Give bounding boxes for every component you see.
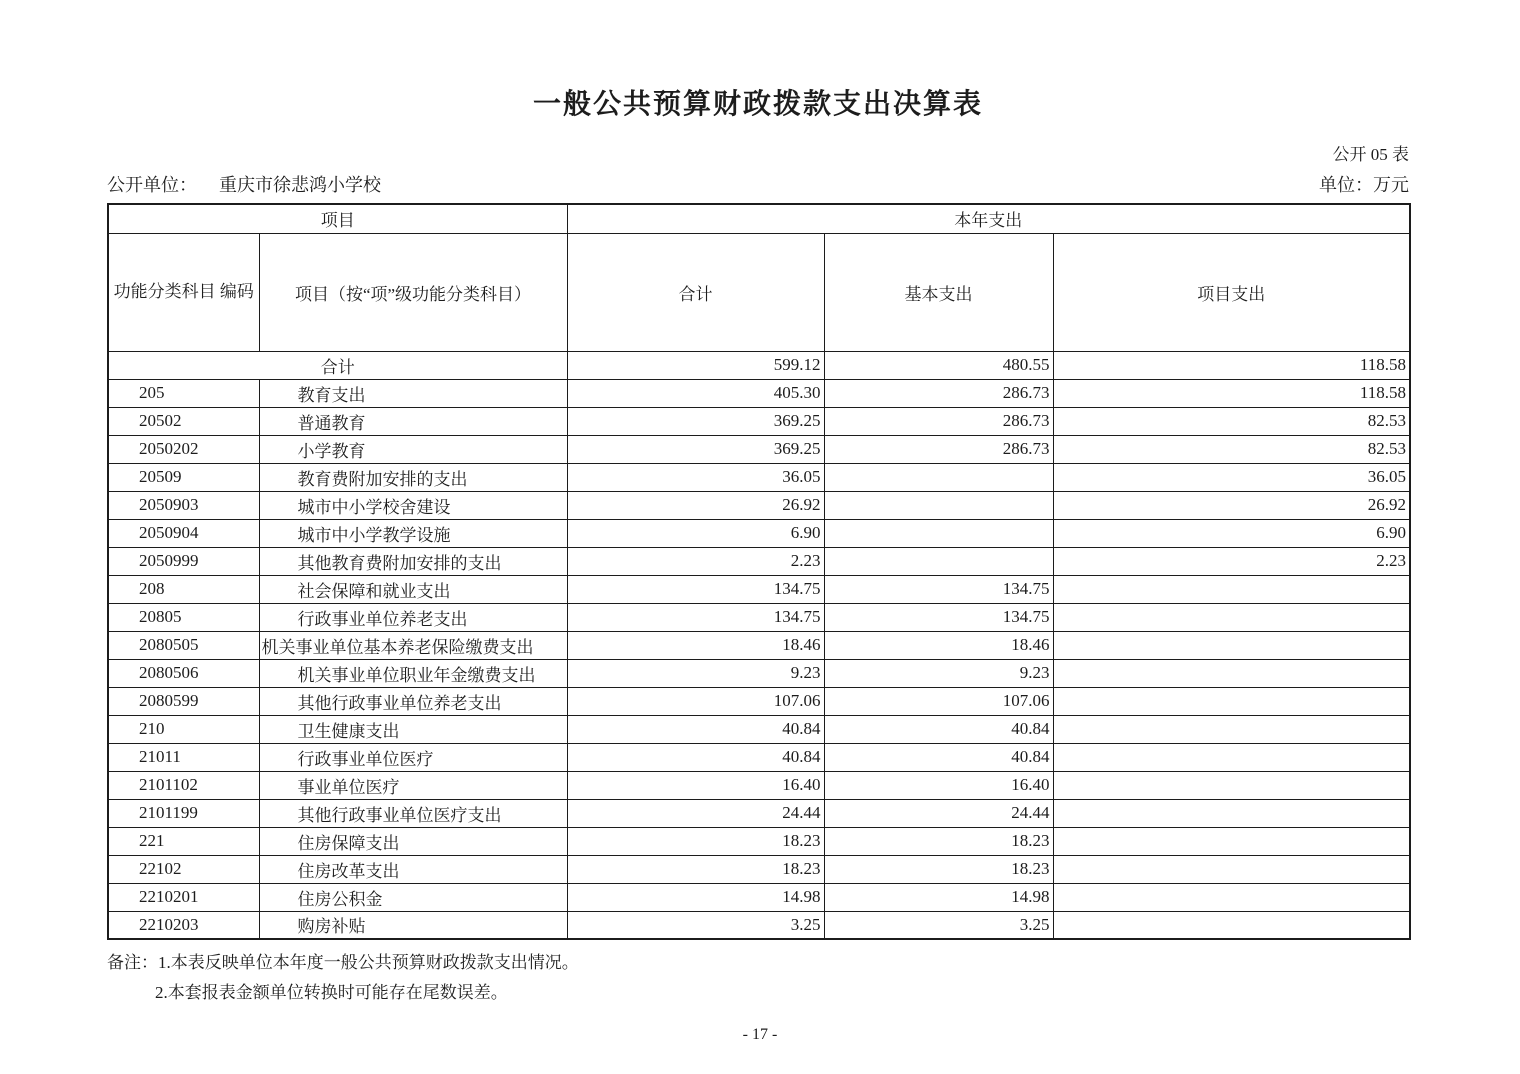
total-row-total: 599.12 xyxy=(567,351,824,379)
row-code: 22102 xyxy=(108,855,259,883)
row-item: 行政事业单位养老支出 xyxy=(259,603,567,631)
note-line-2: 2.本套报表金额单位转换时可能存在尾数误差。 xyxy=(155,982,508,1002)
header-project-exp: 项目支出 xyxy=(1053,233,1410,351)
row-code: 21011 xyxy=(108,743,259,771)
header-basic: 基本支出 xyxy=(824,233,1053,351)
row-total: 40.84 xyxy=(567,715,824,743)
row-item: 城市中小学校舍建设 xyxy=(259,491,567,519)
row-project xyxy=(1053,799,1410,827)
row-code: 2050202 xyxy=(108,435,259,463)
row-project xyxy=(1053,827,1410,855)
row-basic xyxy=(824,491,1053,519)
row-item: 购房补贴 xyxy=(259,911,567,939)
table-row xyxy=(108,575,1410,603)
table-head xyxy=(108,204,1410,351)
public-unit-name: 重庆市徐悲鸿小学校 xyxy=(219,175,381,195)
row-item: 机关事业单位职业年金缴费支出 xyxy=(259,659,567,687)
row-basic xyxy=(824,519,1053,547)
row-project: 118.58 xyxy=(1053,379,1410,407)
table-row xyxy=(108,435,1410,463)
row-project xyxy=(1053,771,1410,799)
row-basic: 134.75 xyxy=(824,575,1053,603)
row-item: 其他行政事业单位养老支出 xyxy=(259,687,567,715)
total-row-label: 合计 xyxy=(108,351,567,379)
total-row xyxy=(108,351,1410,379)
row-basic: 40.84 xyxy=(824,715,1053,743)
table-row xyxy=(108,659,1410,687)
header-columns-row xyxy=(108,233,1410,351)
row-basic: 24.44 xyxy=(824,799,1053,827)
row-item: 行政事业单位医疗 xyxy=(259,743,567,771)
expenditure-table xyxy=(107,203,1411,940)
notes xyxy=(107,948,1409,1008)
table-row xyxy=(108,911,1410,939)
row-project xyxy=(1053,715,1410,743)
public-unit xyxy=(107,171,381,197)
row-basic xyxy=(824,547,1053,575)
row-total: 6.90 xyxy=(567,519,824,547)
row-basic: 286.73 xyxy=(824,435,1053,463)
note-line-1 xyxy=(107,948,1409,978)
row-item: 城市中小学教学设施 xyxy=(259,519,567,547)
row-project: 26.92 xyxy=(1053,491,1410,519)
row-project xyxy=(1053,631,1410,659)
row-item: 住房改革支出 xyxy=(259,855,567,883)
row-item: 机关事业单位基本养老保险缴费支出 xyxy=(259,631,567,659)
row-total: 40.84 xyxy=(567,743,824,771)
row-total: 36.05 xyxy=(567,463,824,491)
row-item: 小学教育 xyxy=(259,435,567,463)
row-item: 住房公积金 xyxy=(259,883,567,911)
row-total: 134.75 xyxy=(567,603,824,631)
table-row xyxy=(108,491,1410,519)
row-project: 2.23 xyxy=(1053,547,1410,575)
row-item: 其他行政事业单位医疗支出 xyxy=(259,799,567,827)
row-code: 2210201 xyxy=(108,883,259,911)
row-total: 18.23 xyxy=(567,827,824,855)
row-total: 26.92 xyxy=(567,491,824,519)
row-total: 18.23 xyxy=(567,855,824,883)
page-title: 一般公共预算财政拨款支出决算表 xyxy=(532,89,983,120)
row-code: 2101102 xyxy=(108,771,259,799)
row-item: 事业单位医疗 xyxy=(259,771,567,799)
row-total: 134.75 xyxy=(567,575,824,603)
row-code: 2101199 xyxy=(108,799,259,827)
table-row xyxy=(108,631,1410,659)
row-code: 20805 xyxy=(108,603,259,631)
header-total: 合计 xyxy=(567,233,824,351)
table-row xyxy=(108,771,1410,799)
row-basic: 16.40 xyxy=(824,771,1053,799)
table-row xyxy=(108,519,1410,547)
row-basic: 18.46 xyxy=(824,631,1053,659)
table-number: 公开 05 表 xyxy=(1332,145,1409,164)
row-item: 普通教育 xyxy=(259,407,567,435)
row-project xyxy=(1053,911,1410,939)
row-project: 36.05 xyxy=(1053,463,1410,491)
total-row-project: 118.58 xyxy=(1053,351,1410,379)
row-basic: 18.23 xyxy=(824,827,1053,855)
row-code: 2080505 xyxy=(108,631,259,659)
table-row xyxy=(108,799,1410,827)
row-item: 社会保障和就业支出 xyxy=(259,575,567,603)
row-code: 221 xyxy=(108,827,259,855)
row-code: 20509 xyxy=(108,463,259,491)
row-code: 2080506 xyxy=(108,659,259,687)
row-item: 卫生健康支出 xyxy=(259,715,567,743)
header-group-row xyxy=(108,204,1410,233)
table-row xyxy=(108,715,1410,743)
row-code: 2050999 xyxy=(108,547,259,575)
row-basic xyxy=(824,463,1053,491)
row-code: 2050904 xyxy=(108,519,259,547)
row-code: 208 xyxy=(108,575,259,603)
row-item: 教育支出 xyxy=(259,379,567,407)
row-project xyxy=(1053,575,1410,603)
row-project: 82.53 xyxy=(1053,435,1410,463)
document-content xyxy=(107,0,1409,1008)
row-item: 教育费附加安排的支出 xyxy=(259,463,567,491)
table-row xyxy=(108,463,1410,491)
row-project: 6.90 xyxy=(1053,519,1410,547)
row-code: 2050903 xyxy=(108,491,259,519)
table-row xyxy=(108,687,1410,715)
table-row xyxy=(108,743,1410,771)
row-code: 210 xyxy=(108,715,259,743)
row-basic: 40.84 xyxy=(824,743,1053,771)
row-total: 2.23 xyxy=(567,547,824,575)
row-code: 205 xyxy=(108,379,259,407)
row-total: 16.40 xyxy=(567,771,824,799)
total-row-basic: 480.55 xyxy=(824,351,1053,379)
row-item: 其他教育费附加安排的支出 xyxy=(259,547,567,575)
header-project-group: 项目 xyxy=(108,204,567,233)
header-year-expense-group: 本年支出 xyxy=(567,204,1410,233)
row-basic: 286.73 xyxy=(824,379,1053,407)
row-code: 2210203 xyxy=(108,911,259,939)
row-project xyxy=(1053,883,1410,911)
row-project: 82.53 xyxy=(1053,407,1410,435)
table-row xyxy=(108,855,1410,883)
public-unit-label: 公开单位： xyxy=(107,175,197,195)
currency-unit: 单位：万元 xyxy=(1319,175,1409,195)
row-total: 405.30 xyxy=(567,379,824,407)
table-row xyxy=(108,603,1410,631)
row-project xyxy=(1053,659,1410,687)
page-number: - 17 - xyxy=(742,1026,778,1043)
notes-label: 备注： xyxy=(107,953,158,972)
table-row xyxy=(108,379,1410,407)
table-row xyxy=(108,407,1410,435)
row-code: 2080599 xyxy=(108,687,259,715)
header-item: 项目（按“项”级功能分类科目） xyxy=(259,233,567,351)
row-basic: 286.73 xyxy=(824,407,1053,435)
row-basic: 18.23 xyxy=(824,855,1053,883)
row-basic: 14.98 xyxy=(824,883,1053,911)
table-row xyxy=(108,883,1410,911)
row-item: 住房保障支出 xyxy=(259,827,567,855)
header-code: 功能分类科目 编码 xyxy=(108,233,259,351)
row-project xyxy=(1053,603,1410,631)
row-basic: 3.25 xyxy=(824,911,1053,939)
row-total: 14.98 xyxy=(567,883,824,911)
row-code: 20502 xyxy=(108,407,259,435)
row-project xyxy=(1053,687,1410,715)
row-total: 9.23 xyxy=(567,659,824,687)
row-total: 24.44 xyxy=(567,799,824,827)
row-total: 18.46 xyxy=(567,631,824,659)
table-body xyxy=(108,351,1410,939)
row-total: 107.06 xyxy=(567,687,824,715)
note-1-text: 1.本表反映单位本年度一般公共预算财政拨款支出情况。 xyxy=(158,953,579,972)
row-total: 369.25 xyxy=(567,407,824,435)
meta-line xyxy=(107,171,1409,197)
table-row xyxy=(108,547,1410,575)
row-total: 3.25 xyxy=(567,911,824,939)
table-row xyxy=(108,827,1410,855)
row-project xyxy=(1053,743,1410,771)
row-basic: 107.06 xyxy=(824,687,1053,715)
row-basic: 134.75 xyxy=(824,603,1053,631)
row-basic: 9.23 xyxy=(824,659,1053,687)
row-total: 369.25 xyxy=(567,435,824,463)
row-project xyxy=(1053,855,1410,883)
